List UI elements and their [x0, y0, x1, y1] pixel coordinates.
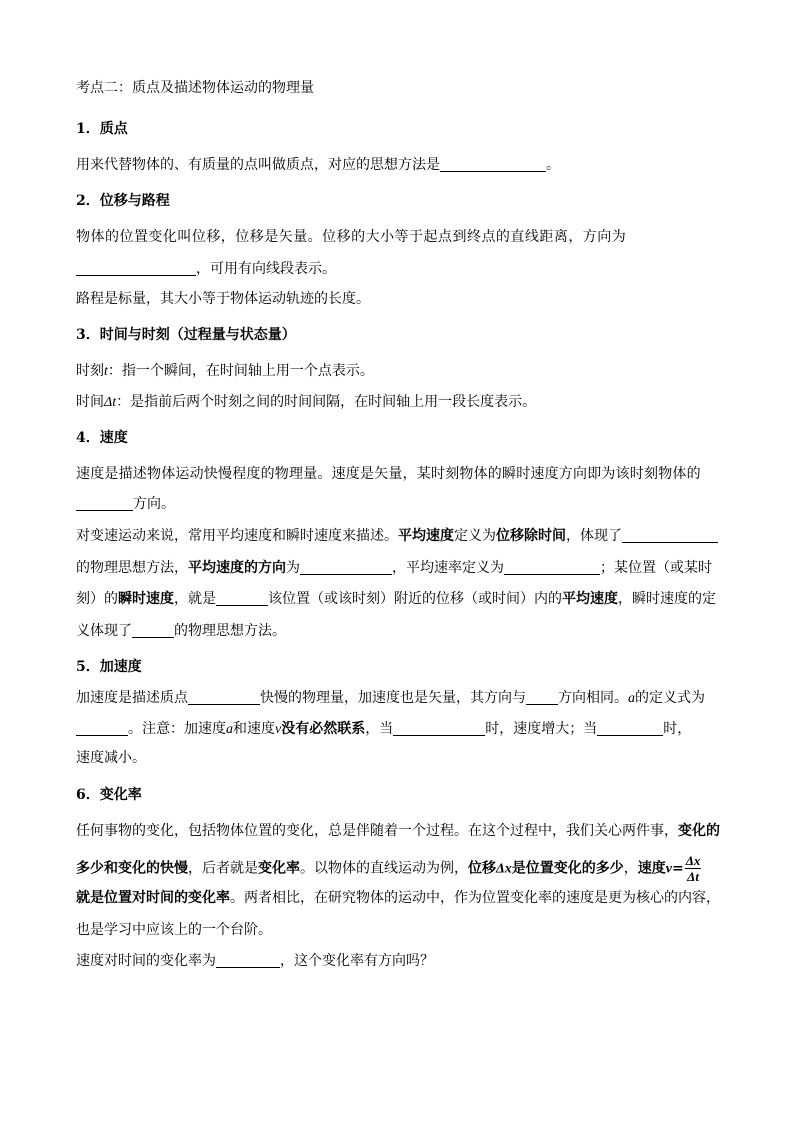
- equals-sign: =: [672, 860, 684, 877]
- p5-l2-b: 和速度: [233, 721, 275, 737]
- p4-l3-a: 对变速运动来说，常用平均速度和瞬时速度来描述。: [76, 528, 398, 544]
- p1-end: 。: [546, 157, 560, 173]
- answer-blank[interactable]: [300, 559, 392, 575]
- p4-l5-a: 刻）的: [76, 591, 118, 607]
- p3-l1-a: 时刻: [76, 363, 104, 379]
- p6-l5-b: ，这个变化率有方向吗？: [280, 953, 434, 969]
- fraction-numerator: Δx: [685, 853, 701, 868]
- heading-4: 4．速度: [76, 430, 128, 446]
- p4-l2-text: 方向。: [133, 496, 175, 512]
- p6-l3-b: 。两者相比，在研究物体的运动中，作为位置变化率的速度是更为核心的内容，: [230, 890, 720, 906]
- paragraph-5-line-3: 速度减小。: [76, 750, 146, 766]
- p4-l5-c: ，就是: [174, 591, 216, 607]
- p4-l6-a: 义体现了: [76, 623, 132, 639]
- p6-l2-c: 变化率: [258, 860, 300, 877]
- time-var: t: [104, 364, 108, 379]
- p6-l2-g: ，: [623, 860, 638, 877]
- p4-l5-f: ，瞬时速度的定: [618, 591, 716, 607]
- paragraph-4-line-3: [76, 526, 718, 546]
- p2-l2-text: ，可用有向线段表示。: [196, 261, 336, 277]
- p6-l2-a: 多少和变化的快慢: [76, 860, 188, 877]
- p5-l2-f: 时，: [663, 721, 692, 737]
- p4-l3-e: ，体现了: [566, 528, 622, 544]
- p4-l4-d: ，平均速率定义为: [392, 560, 504, 576]
- p5-l1-d: 的定义式为: [635, 690, 705, 706]
- velocity-var: v: [665, 861, 672, 877]
- heading-5: 5．加速度: [76, 659, 142, 675]
- p5-l1-c: 方向相同。: [558, 690, 628, 706]
- p3-l2-b: ：是指前后两个时刻之间的时间间隔，在时间轴上用一段长度表示。: [116, 394, 537, 410]
- paragraph-4-line-5: [76, 589, 716, 609]
- p1-text: 用来代替物体的、有质量的点叫做质点，对应的思想方法是: [76, 157, 440, 173]
- answer-blank[interactable]: [76, 260, 196, 276]
- p6-l5-a: 速度对时间的变化率为: [76, 953, 216, 969]
- p5-l1-a: 加速度是描述质点: [76, 690, 188, 706]
- p6-l1-b: 变化的: [678, 823, 720, 839]
- p6-l2-e: 位移: [468, 860, 496, 877]
- p4-l5-d: 该位置（或该时刻）附近的位移（或时间）内的: [268, 591, 562, 607]
- p4-l5-e: 平均速度: [562, 591, 618, 607]
- velocity-fraction: [685, 853, 702, 884]
- heading-1: 1．质点: [76, 121, 128, 137]
- velocity-var: v: [275, 722, 282, 737]
- p6-l2-b: ，后者就是: [188, 860, 258, 877]
- p3-l1-b: ：指一个瞬间，在时间轴上用一个点表示。: [107, 363, 374, 379]
- accel-var: a: [628, 691, 635, 706]
- p4-l6-b: 的物理思想方法。: [174, 623, 286, 639]
- p5-l2-e: 时，速度增大；当: [485, 721, 598, 737]
- answer-blank[interactable]: [188, 689, 260, 705]
- delta-x-var: Δx: [496, 861, 512, 877]
- paragraph-2-line-1: 物体的位置变化叫位移，位移是矢量。位移的大小等于起点到终点的直线距离，方向为: [76, 229, 627, 245]
- p4-l3-d: 位移除时间: [496, 528, 566, 544]
- p6-l1-a: 任何事物的变化，包括物体位置的变化，总是伴随着一个过程。在这个过程中，我们关心两件事，: [76, 823, 678, 839]
- paragraph-6-line-4: 也是学习中应该上的一个台阶。: [76, 922, 272, 938]
- p6-l2-f: 是位置变化的多少: [511, 860, 624, 877]
- p4-l3-b: 平均速度: [398, 528, 454, 544]
- heading-2: 2．位移与路程: [76, 193, 170, 209]
- answer-blank[interactable]: [526, 689, 558, 705]
- p5-l1-b: 快慢的物理量，加速度也是矢量，其方向与: [260, 690, 526, 706]
- p3-l2-a: 时间: [76, 394, 104, 410]
- answer-blank[interactable]: [597, 720, 663, 736]
- paragraph-6-line-2: [76, 853, 701, 884]
- answer-blank[interactable]: [393, 720, 485, 736]
- paragraph-2-line-3: 路程是标量，其大小等于物体运动轨迹的长度。: [76, 291, 370, 307]
- answer-blank[interactable]: [216, 590, 268, 606]
- p5-l2-d: ，当: [365, 721, 394, 737]
- paragraph-3-line-2: [76, 392, 536, 413]
- answer-blank[interactable]: [622, 527, 718, 543]
- section-title: [76, 78, 314, 98]
- paragraph-4-line-2: [76, 494, 175, 514]
- paragraph-3-line-1: [76, 361, 374, 382]
- paragraph-1: [76, 155, 560, 175]
- heading-6: 6．变化率: [76, 787, 142, 803]
- paragraph-4-line-1: 速度是描述物体运动快慢程度的物理量。速度是矢量，某时刻物体的瞬时速度方向即为该时刻物体的: [76, 466, 701, 482]
- p4-l3-c: 定义为: [454, 528, 496, 544]
- paragraph-5-line-1: [76, 688, 705, 709]
- p4-l5-b: 瞬时速度: [118, 591, 174, 607]
- delta-t-var: Δt: [104, 395, 117, 410]
- p4-l4-c: 为: [286, 560, 300, 576]
- answer-blank[interactable]: [76, 720, 128, 736]
- answer-blank[interactable]: [76, 495, 133, 511]
- answer-blank[interactable]: [216, 952, 280, 968]
- p6-l2-d: 。以物体的直线运动为例，: [300, 860, 468, 877]
- answer-blank[interactable]: [504, 559, 600, 575]
- p5-l2-c: 没有必然联系: [281, 721, 366, 737]
- p4-l4-e: ；某位置（或某时: [600, 560, 712, 576]
- fraction-denominator: Δt: [687, 869, 699, 884]
- p5-l2-a: 。注意：加速度: [128, 721, 226, 737]
- p6-l2-h: 速度: [637, 860, 666, 877]
- paragraph-5-line-2: [76, 719, 691, 740]
- heading-3: 3．时间与时刻（过程量与状态量）: [76, 327, 296, 343]
- p4-l4-b: 平均速度的方向: [188, 560, 286, 576]
- paragraph-6-line-1: [76, 821, 720, 841]
- accel-var: a: [226, 722, 233, 737]
- answer-blank[interactable]: [440, 156, 546, 172]
- paragraph-4-line-6: [76, 621, 286, 641]
- answer-blank[interactable]: [132, 622, 174, 638]
- paragraph-6-line-3: [76, 888, 720, 908]
- paragraph-6-line-5: [76, 951, 434, 971]
- paragraph-2-line-2: [76, 259, 336, 279]
- section-title-text: 考点二：质点及描述物体运动的物理量: [76, 80, 314, 96]
- paragraph-4-line-4: [76, 558, 712, 578]
- p6-l3-a: 就是位置对时间的变化率: [76, 890, 230, 906]
- p4-l4-a: 的物理思想方法，: [76, 560, 188, 576]
